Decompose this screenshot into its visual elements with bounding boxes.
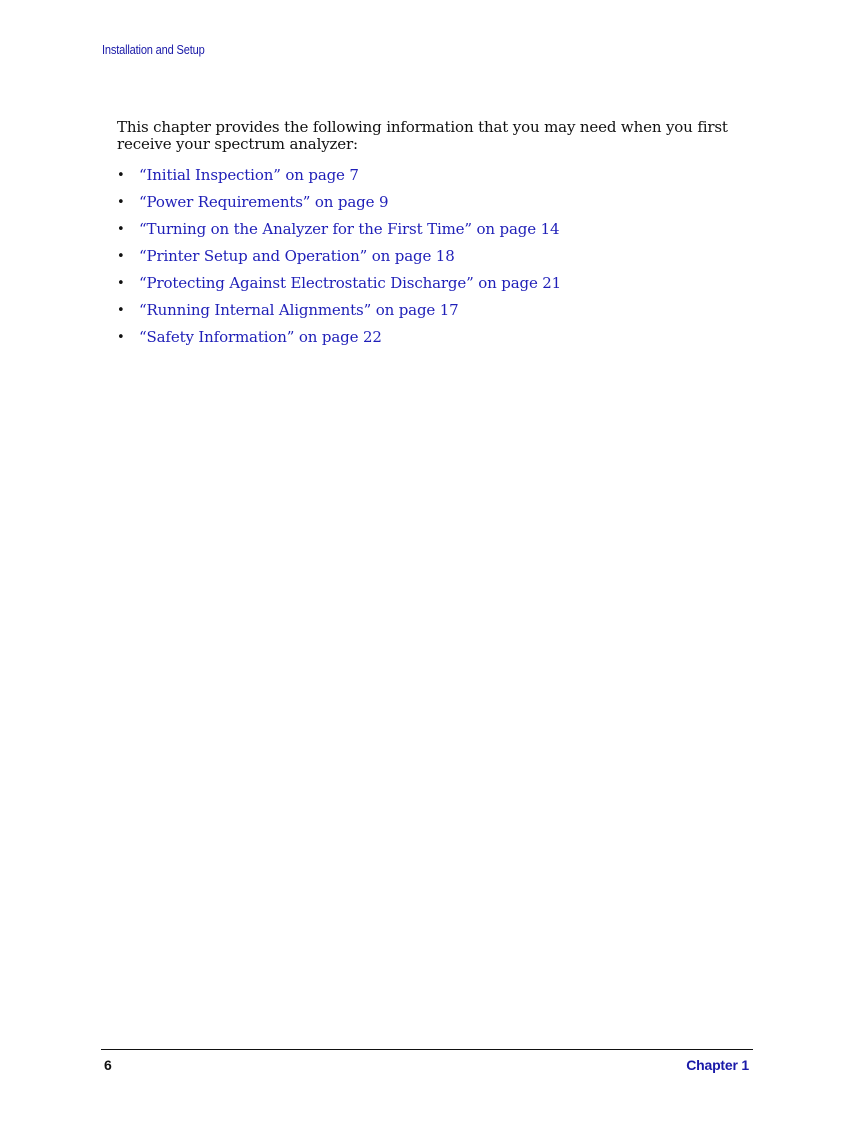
list-item	[117, 328, 561, 355]
footer-divider	[101, 1049, 753, 1050]
bullet-icon: •	[117, 168, 125, 183]
bullet-icon: •	[117, 222, 125, 237]
list-item	[117, 247, 561, 274]
running-head: Installation and Setup	[102, 42, 205, 57]
link-internal-alignments[interactable]: “Running Internal Alignments” on page 17	[139, 301, 459, 319]
link-safety-information[interactable]: “Safety Information” on page 22	[139, 328, 382, 346]
topic-link-list	[117, 166, 561, 355]
link-turning-on-analyzer[interactable]: “Turning on the Analyzer for the First Time” on page 14	[139, 220, 560, 238]
list-item	[117, 220, 561, 247]
link-electrostatic-discharge[interactable]: “Protecting Against Electrostatic Discharge” on page 21	[139, 274, 562, 292]
chapter-label: Chapter 1	[686, 1057, 749, 1073]
bullet-icon: •	[117, 195, 125, 210]
link-power-requirements[interactable]: “Power Requirements” on page 9	[139, 193, 389, 211]
list-item	[117, 193, 561, 220]
bullet-icon: •	[117, 303, 125, 318]
intro-paragraph: This chapter provides the following information that you may need when you first receive your spectrum analyzer:	[117, 118, 728, 153]
bullet-icon: •	[117, 330, 125, 345]
bullet-icon: •	[117, 249, 125, 264]
page-number: 6	[104, 1057, 112, 1073]
bullet-icon: •	[117, 276, 125, 291]
link-printer-setup[interactable]: “Printer Setup and Operation” on page 18	[139, 247, 455, 265]
link-initial-inspection[interactable]: “Initial Inspection” on page 7	[139, 166, 359, 184]
list-item	[117, 301, 561, 328]
list-item	[117, 166, 561, 193]
list-item	[117, 274, 561, 301]
